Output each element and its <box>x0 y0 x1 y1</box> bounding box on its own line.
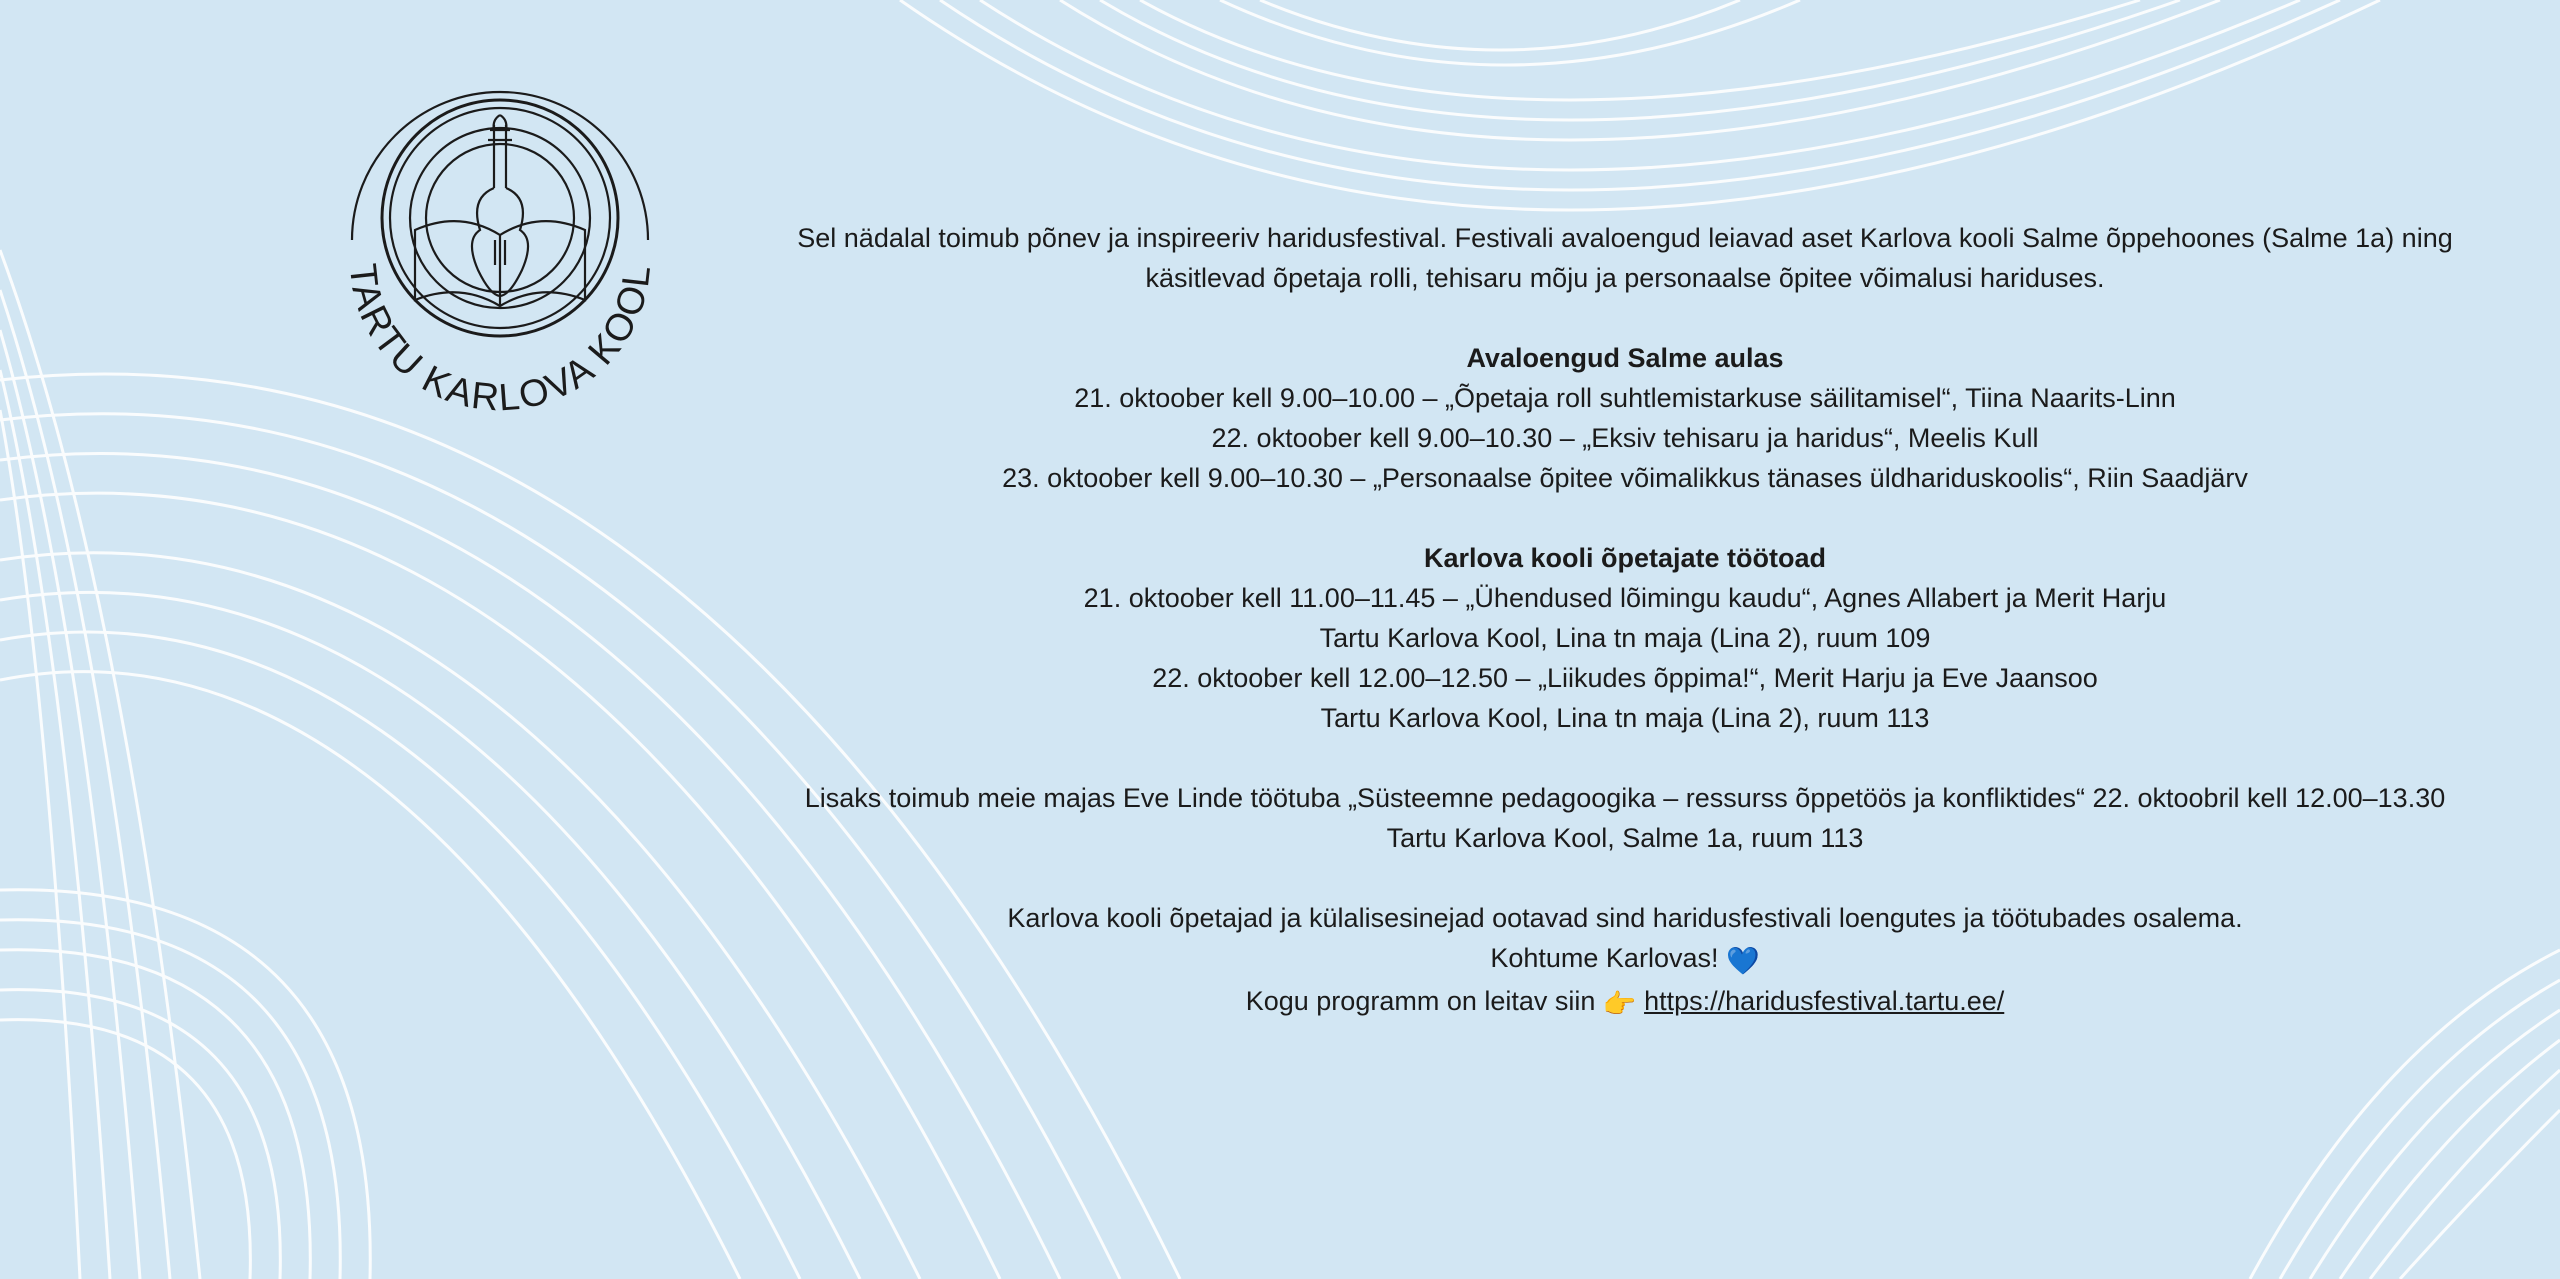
lecture-item: 21. oktoober kell 9.00–10.00 – „Õpetaja roll suhtlemistarkuse säilitamisel“, Tiina Naarits-Linn <box>1074 383 2176 413</box>
extra-location: Tartu Karlova Kool, Salme 1a, ruum 113 <box>1386 823 1864 853</box>
intro-line-2: käsitlevad õpetaja rolli, tehisaru mõju ja personaalse õpitee võimalusi hariduses. <box>1145 263 2105 293</box>
extra-workshop: Lisaks toimub meie majas Eve Linde töötuba „Süsteemne pedagoogika – ressurss õppetöös ja konfliktides“ 22. oktoobril kell 12.00–13.30 <box>804 783 2446 813</box>
lecture-item: 22. oktoober kell 9.00–10.30 – „Eksiv tehisaru ja haridus“, Meelis Kull <box>1211 423 2039 453</box>
lecture-item: 23. oktoober kell 9.00–10.30 – „Personaalse õpitee võimalikkus tänases üldhariduskoolis“, Riin Saadjärv <box>1002 463 2248 493</box>
workshop-item: 21. oktoober kell 11.00–11.45 – „Ühendused lõimingu kaudu“, Agnes Allabert ja Merit Harju <box>1083 583 2167 613</box>
pointing-hand-icon: 👉 <box>1602 989 1637 1019</box>
lectures-heading: Avaloengud Salme aulas <box>1466 343 1784 373</box>
workshop-location: Tartu Karlova Kool, Lina tn maja (Lina 2), ruum 113 <box>1320 703 1930 733</box>
closing-greeting: Kohtume Karlovas! <box>1490 943 1719 973</box>
intro-line-1: Sel nädalal toimub põnev ja inspireeriv haridusfestival. Festivali avaloengud leiavad aset Karlova kooli Salme õppehoones (Salme 1a) ning <box>797 223 2453 253</box>
logo-outer-arc <box>352 92 648 240</box>
workshop-location: Tartu Karlova Kool, Lina tn maja (Lina 2), ruum 109 <box>1319 623 1931 653</box>
heart-icon: 💙 <box>1726 946 1760 976</box>
program-link[interactable]: https://haridusfestival.tartu.ee/ <box>1644 986 2005 1016</box>
closing-line-2 <box>690 938 2560 981</box>
closing-line-1: Karlova kooli õpetajad ja külalisesinejad ootavad sind haridusfestivali loengutes ja töötubades osalema. <box>1007 903 2243 933</box>
workshop-item: 22. oktoober kell 12.00–12.50 – „Liikudes õppima!“, Merit Harju ja Eve Jaansoo <box>1152 663 2098 693</box>
program-label: Kogu programm on leitav siin <box>1245 986 1596 1016</box>
closing-line-3 <box>690 981 2560 1024</box>
workshops-heading: Karlova kooli õpetajate töötoad <box>1423 543 1827 573</box>
logo-text: TARTU KARLOVA KOOL <box>340 261 660 420</box>
school-logo <box>320 70 680 430</box>
announcement <box>690 218 2560 1024</box>
